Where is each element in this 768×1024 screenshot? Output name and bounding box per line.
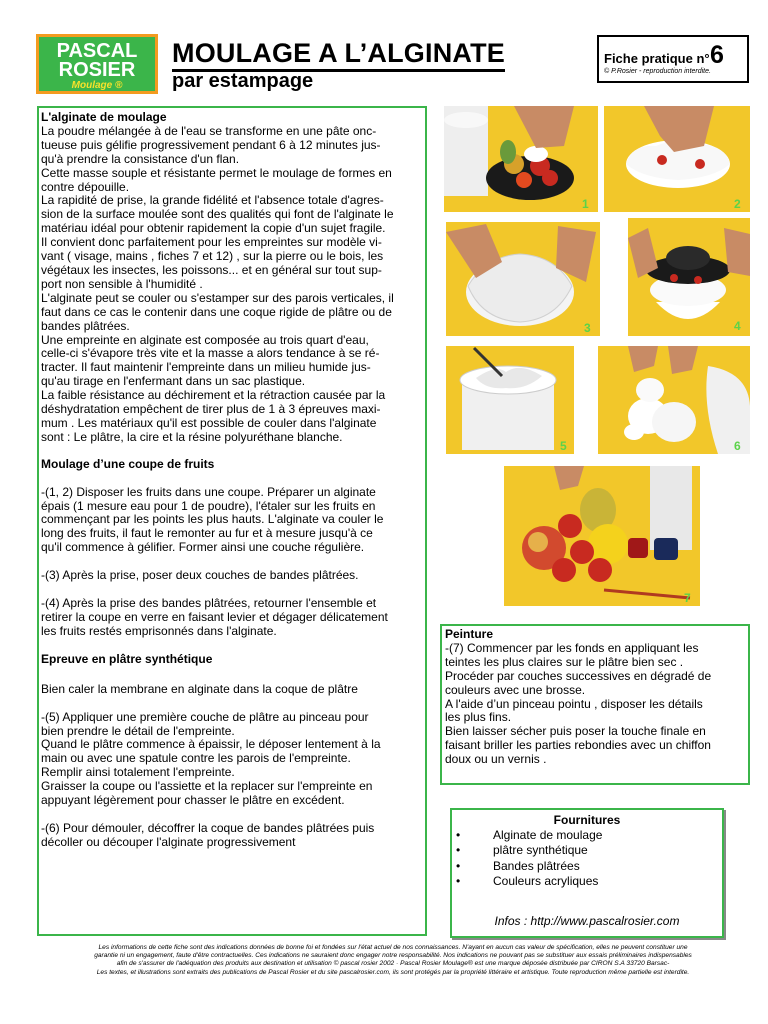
photo-step-4 xyxy=(628,218,750,336)
coupe-paragraph-3 xyxy=(41,597,423,639)
text-line: matériau idéal pour obtenir rapidement la copie d'un sujet fragile. xyxy=(41,221,386,236)
section-title-epreuve: Epreuve en plâtre synthétique xyxy=(41,651,213,666)
photo-number-2: 2 xyxy=(734,197,741,211)
text-line: doux ou un vernis . xyxy=(445,752,547,767)
fiche-label: Fiche pratique n° xyxy=(604,51,710,66)
list-item: • Couleurs acryliques xyxy=(456,874,602,889)
text-line: Remplir ainsi totalement l'empreinte. xyxy=(41,765,235,780)
text-line: faisant briller les parties rebondies avec un chiffon xyxy=(445,738,711,753)
page-subtitle: par estampage xyxy=(172,70,314,92)
text-line: La rapidité de prise, la grande fidélité et l'absence totale d'agres- xyxy=(41,193,384,208)
list-item: • Alginate de moulage xyxy=(456,828,602,843)
photo-number-7: 7 xyxy=(684,591,691,605)
section-title-alginate: L'alginate de moulage xyxy=(41,110,167,124)
fiche-number: 6 xyxy=(710,41,724,69)
text-line: A l'aide d’un pinceau pointu , disposer les détails xyxy=(445,696,703,711)
fournitures-title: Fournitures xyxy=(553,813,621,827)
photo-step-1 xyxy=(444,106,598,212)
text-line: Bien laisser sécher puis poser la touche finale en xyxy=(445,724,706,739)
list-item: • Bandes plâtrées xyxy=(456,859,602,874)
text-line: Procéder par couches successives en dégradé de xyxy=(445,668,712,683)
text-line: tracter. Il faut maintenir l'empreinte dans un milieu humide jus- xyxy=(41,360,371,375)
text-line: sont : Le plâtre, la cire et la résine polyuréthane blanche. xyxy=(41,429,343,444)
page-title: MOULAGE A L’ALGINATE xyxy=(172,38,505,72)
peinture-section xyxy=(445,628,745,767)
photo-number-6: 6 xyxy=(734,439,741,453)
epreuve-paragraph-1: Bien caler la membrane en alginate dans la coque de plâtre xyxy=(41,681,358,696)
text-line: tueuse puis gélifie progressivement pendant 6 à 12 minutes jus- xyxy=(41,137,381,152)
footer-line: Les informations de cette fiche sont des indications données de bonne foi et fondées sur l'état actuel de nos connaissances. N'ayant en aucun cas valeur de spécification, elles ne peuvent constituer une xyxy=(98,944,688,951)
text-line: sion de la surface moulée sont des qualités qui font de l'alginate le xyxy=(41,207,394,222)
footer-line: Les textes, et illustrations sont extraits des publications de Pascal Rosier et du site pascalrosier.com, ils sont protégés par la propriété littéraire et artistique. Toute reproduction même partielle est interdite. xyxy=(96,968,690,976)
fournitures-list xyxy=(456,828,602,889)
logo-tagline: Moulage ® xyxy=(71,80,123,91)
text-line: Cette masse souple et résistante permet le moulage de formes en xyxy=(41,165,392,180)
text-line: qu'au tirage en l'enfermant dans un sac plastique. xyxy=(41,374,306,389)
text-line: déshydratation empêchent de tirer plus de 1 à 3 épreuves maxi- xyxy=(41,402,381,417)
text-line: les plus fins. xyxy=(445,710,512,725)
text-line: végétaux les insectes, les poissons... et en général sur tout sup- xyxy=(41,262,382,277)
footer-line: afin de s'assurer de l'adéquation des produits aux destination et utilisation © pascal rosier 2002 · Pascal Rosier Moulage® est une marque déposée distribuée par CIRON S.A 33720 Barsac- xyxy=(116,960,670,968)
text-line: port non sensible à l'humidité . xyxy=(41,276,203,291)
text-line: Il convient donc parfaitement pour les empreintes sur modèle vi- xyxy=(41,235,382,250)
peinture-title: Peinture xyxy=(445,627,494,641)
text-line: qu'il commence à gélifier. Former ainsi une couche régulière. xyxy=(41,540,365,555)
logo-line-2: ROSIER xyxy=(58,59,136,81)
text-line: La poudre mélangée à de l'eau se transforme en une pâte onc- xyxy=(41,123,377,138)
photo-step-5 xyxy=(446,346,574,454)
epreuve-paragraph-2 xyxy=(41,711,423,808)
text-line: Quand le plâtre commence à épaissir, le déposer lentement à la xyxy=(41,737,381,752)
list-item: • plâtre synthétique xyxy=(456,843,602,858)
text-line: bien prendre le détail de l'empreinte. xyxy=(41,723,235,738)
text-line: les fruits restés emprisonnés dans l'alginate. xyxy=(41,623,277,638)
text-line: -(7) Commencer par les fonds en appliquant les xyxy=(445,640,699,655)
epreuve-paragraph-3 xyxy=(41,822,423,850)
coupe-paragraph-2: -(3) Après la prise, poser deux couches de bandes plâtrées. xyxy=(41,568,359,583)
text-line: -(6) Pour démouler, décoffrer la coque de bandes plâtrées puis xyxy=(41,820,375,835)
text-line: -(1, 2) Disposer les fruits dans une coupe. Préparer un alginate xyxy=(41,484,376,499)
text-line: décoller ou découper l'alginate progressivement xyxy=(41,834,296,849)
coupe-paragraph-1 xyxy=(41,486,423,556)
text-line: contre dépouille. xyxy=(41,179,130,194)
logo-line-1: PASCAL xyxy=(56,40,138,62)
text-line: long des fruits, il faut le remonter au fur et à mesure jusqu'à ce xyxy=(41,526,373,541)
footer-line: garantie ni un engagement, faute d'être contractuelles. Ces indications ne sauraient donc engager notre responsabilité. Nos indications ne pouvant pas se substituer aux essais préliminaires indispensables xyxy=(94,952,692,960)
text-line: main ou avec une spatule contre les parois de l'empreinte. xyxy=(41,751,351,766)
brand-logo xyxy=(36,34,158,94)
fiche-box xyxy=(597,35,749,83)
text-line: -(5) Appliquer une première couche de plâtre au pinceau pour xyxy=(41,709,369,724)
text-line: commençant par les points les plus hauts. L'alginate va couler le xyxy=(41,512,384,527)
text-line: retirer la coupe en verre en faisant levier et dégager délicatement xyxy=(41,610,388,624)
infos-link[interactable]: Infos : http://www.pascalrosier.com xyxy=(494,914,680,928)
photo-step-3 xyxy=(446,222,600,336)
text-line: bandes plâtrées. xyxy=(41,318,130,333)
left-column xyxy=(41,111,423,850)
section-title-coupe: Moulage d’une coupe de fruits xyxy=(41,456,215,471)
text-line: celle-ci s'évapore très vite et la masse a alors tendance à se ré- xyxy=(41,346,380,361)
photo-step-7 xyxy=(504,466,700,606)
fiche-copyright: © P.Rosier - reproduction interdite. xyxy=(604,68,711,75)
text-line: appuyant légèrement pour chasser le plâtre en excédent. xyxy=(41,793,345,808)
text-line: L'alginate peut se couler ou s'estamper sur des parois verticales, il xyxy=(41,290,394,305)
text-line: Graisser la coupe ou l'assiette et la replacer sur l'empreinte en xyxy=(41,779,373,794)
alginate-paragraph xyxy=(41,125,423,445)
photo-number-5: 5 xyxy=(560,439,567,453)
photo-step-6 xyxy=(598,346,750,454)
photo-number-3: 3 xyxy=(584,321,591,335)
photo-number-1: 1 xyxy=(582,197,589,211)
photo-step-2 xyxy=(604,106,750,212)
text-line: couleurs avec une brosse. xyxy=(445,682,586,697)
text-line: teintes les plus claires sur le plâtre bien sec . xyxy=(445,654,684,669)
text-line: -(4) Après la prise des bandes plâtrées, retourner l'ensemble et xyxy=(41,596,377,611)
photo-number-4: 4 xyxy=(734,319,741,333)
text-line: mum . Les matériaux qu'il est possible de couler dans l'alginate xyxy=(41,415,377,430)
text-line: vant ( visage, mains , fiches 7 et 12) , sur la pierre ou le bois, les xyxy=(41,249,384,264)
text-line: Une empreinte en alginate est composée au trois quart d'eau, xyxy=(41,332,369,347)
text-line: faut dans ce cas le contenir dans une coque rigide de plâtre ou de xyxy=(41,304,392,319)
text-line: La faible résistance au déchirement et la rétraction causée par la xyxy=(41,388,386,403)
footer-disclaimer xyxy=(36,944,750,977)
text-line: épais (1 mesure eau pour 1 de poudre), l'étaler sur les fruits en xyxy=(41,498,376,513)
text-line: qu'à prendre la consistance d'un flan. xyxy=(41,151,240,166)
